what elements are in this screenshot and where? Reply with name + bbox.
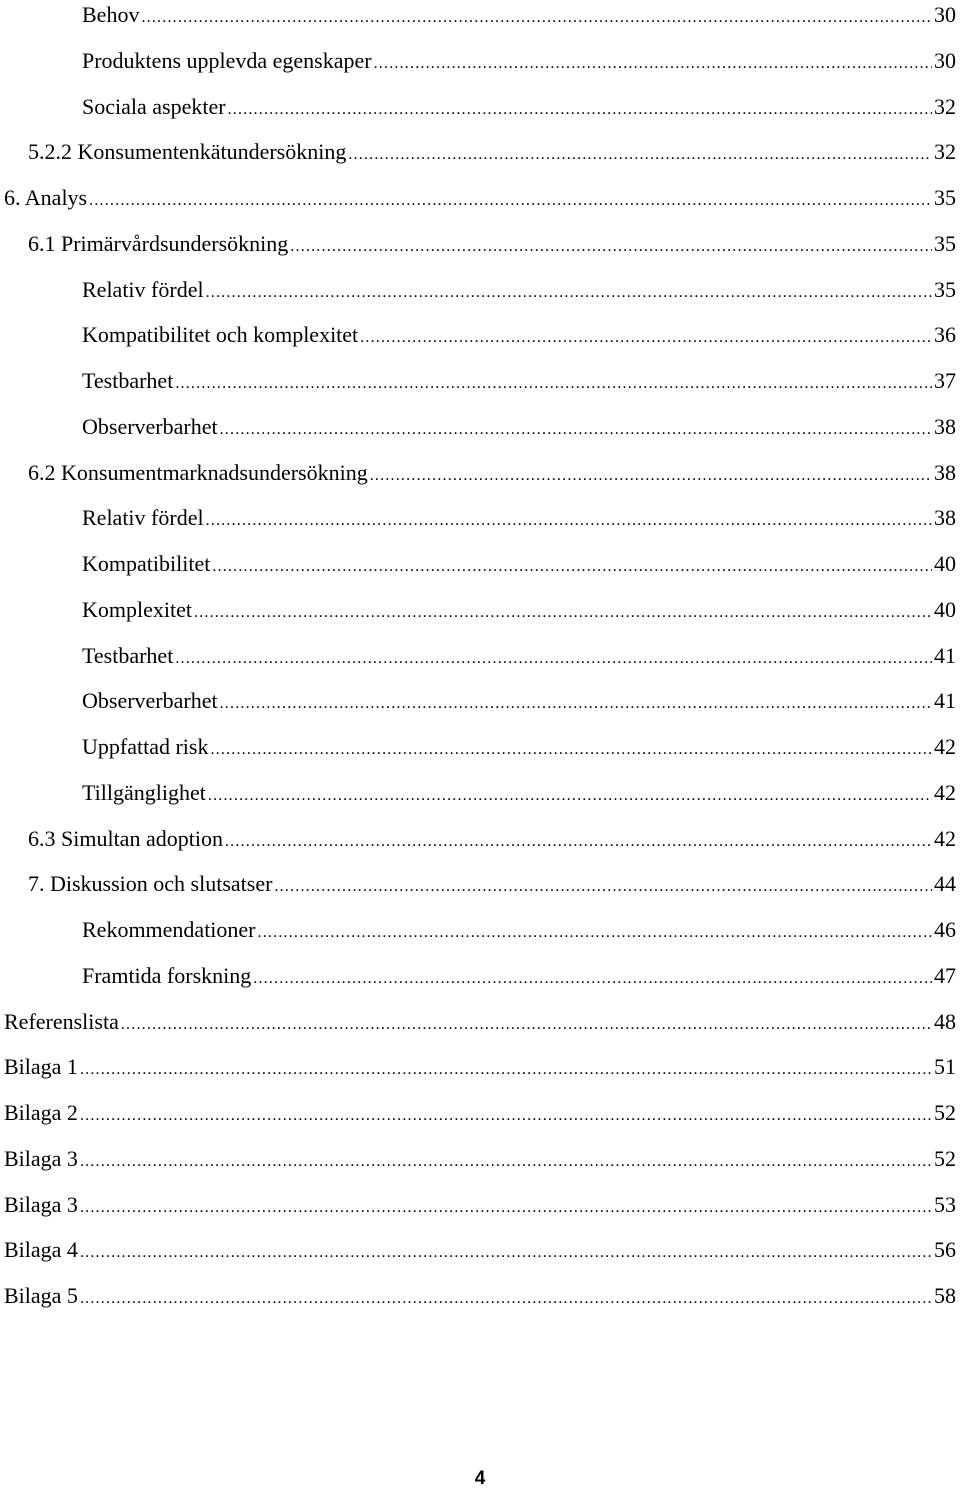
toc-dot-leader <box>274 872 932 902</box>
toc-entry-page: 30 <box>934 2 956 27</box>
toc-dot-leader <box>141 3 932 33</box>
toc-entry-page: 32 <box>934 139 956 165</box>
toc-entry-title: Observerbarhet <box>82 413 218 439</box>
toc-entry-title: 6.2 Konsumentmarknadsundersökning <box>28 459 368 485</box>
toc-entry[interactable] <box>28 229 956 259</box>
toc-entry[interactable] <box>82 549 956 579</box>
toc-dot-leader <box>80 1238 932 1268</box>
toc-dot-leader <box>80 1101 932 1131</box>
toc-entry-page: 44 <box>934 871 956 897</box>
toc-dot-leader <box>206 278 932 308</box>
toc-entry-title: Observerbarhet <box>82 688 218 714</box>
toc-entry-page: 47 <box>934 962 956 988</box>
toc-dot-leader <box>228 95 932 125</box>
toc-entry-page: 36 <box>934 322 956 348</box>
toc-entry-page: 35 <box>934 276 956 302</box>
toc-entry-page: 56 <box>934 1237 956 1263</box>
toc-dot-leader <box>370 461 932 491</box>
toc-entry-title: 6.1 Primärvårdsundersökning <box>28 230 289 256</box>
toc-entry[interactable] <box>4 1190 956 1220</box>
toc-dot-leader <box>206 506 932 536</box>
toc-entry[interactable] <box>4 183 956 213</box>
toc-entry[interactable] <box>82 686 956 716</box>
toc-entry-page: 37 <box>934 368 956 393</box>
toc-entry-title: Bilaga 1 <box>4 1054 78 1080</box>
toc-entry-page: 30 <box>934 47 956 73</box>
toc-entry-title: Bilaga 4 <box>4 1237 78 1263</box>
toc-entry-page: 58 <box>934 1283 956 1308</box>
toc-entry-page: 38 <box>934 459 956 485</box>
toc-entry-page: 41 <box>934 688 956 714</box>
toc-entry[interactable] <box>82 412 956 442</box>
toc-entry-title: Behov <box>82 2 140 27</box>
toc-entry-title: Bilaga 2 <box>4 1100 78 1125</box>
toc-dot-leader <box>210 735 932 765</box>
toc-entry-title: Relativ fördel <box>82 276 204 302</box>
toc-entry[interactable] <box>82 503 956 533</box>
toc-entry[interactable] <box>28 137 956 167</box>
toc-entry[interactable] <box>82 46 956 76</box>
toc-dot-leader <box>225 827 932 857</box>
toc-entry-page: 38 <box>934 413 956 439</box>
toc-entry-page: 32 <box>934 93 956 119</box>
toc-entry-page: 52 <box>934 1100 956 1125</box>
toc-entry-title: Uppfattad risk <box>82 734 209 759</box>
toc-entry[interactable] <box>82 732 956 762</box>
toc-dot-leader <box>374 49 932 79</box>
toc-entry-title: Relativ fördel <box>82 505 204 531</box>
toc-entry[interactable] <box>82 366 956 396</box>
toc-dot-leader <box>360 323 932 353</box>
toc-entry-page: 42 <box>934 825 956 851</box>
toc-entry[interactable] <box>28 824 956 854</box>
toc-dot-leader <box>194 598 932 628</box>
toc-entry-page: 35 <box>934 185 956 210</box>
toc-entry-title: Tillgänglighet <box>82 779 206 805</box>
toc-dot-leader <box>208 781 932 811</box>
toc-entry[interactable] <box>28 458 956 488</box>
toc-entry[interactable] <box>4 1007 956 1037</box>
toc-entry[interactable] <box>4 1144 956 1174</box>
toc-dot-leader <box>348 140 932 170</box>
toc-entry-page: 38 <box>934 505 956 531</box>
toc-entry-title: Sociala aspekter <box>82 93 226 119</box>
toc-dot-leader <box>220 689 932 719</box>
toc-entry-title: Referenslista <box>4 1008 119 1034</box>
toc-dot-leader <box>220 415 932 445</box>
toc-entry[interactable] <box>82 961 956 991</box>
toc-entry-page: 42 <box>934 734 956 759</box>
toc-entry-title: Framtida forskning <box>82 962 252 988</box>
toc-entry-title: Produktens upplevda egenskaper <box>82 47 372 73</box>
toc-entry-title: Bilaga 3 <box>4 1145 78 1171</box>
toc-entry-title: Kompatibilitet och komplexitet <box>82 322 359 348</box>
toc-entry[interactable] <box>28 869 956 899</box>
toc-entry-page: 52 <box>934 1145 956 1171</box>
toc-dot-leader <box>258 918 932 948</box>
toc-entry-title: 6. Analys <box>4 185 88 210</box>
toc-dot-leader <box>80 1055 932 1085</box>
toc-entry-page: 48 <box>934 1008 956 1034</box>
toc-entry-title: Testbarhet <box>82 368 174 393</box>
toc-entry-page: 46 <box>934 917 956 942</box>
toc-entry[interactable] <box>4 1098 956 1128</box>
toc-dot-leader <box>290 232 932 262</box>
toc-entry[interactable] <box>82 275 956 305</box>
toc-entry[interactable] <box>82 320 956 350</box>
toc-entry[interactable] <box>82 915 956 945</box>
page-number: 4 <box>474 1468 486 1489</box>
toc-entry-page: 41 <box>934 642 956 668</box>
toc-entry-title: Rekommendationer <box>82 917 256 942</box>
toc-dot-leader <box>80 1147 932 1177</box>
toc-entry-title: Testbarhet <box>82 642 174 668</box>
toc-entry[interactable] <box>82 641 956 671</box>
toc-entry-title: 5.2.2 Konsumentenkätundersökning <box>28 139 347 165</box>
toc-entry-title: Bilaga 5 <box>4 1283 78 1308</box>
toc-entry-title: Komplexitet <box>82 596 192 622</box>
toc-dot-leader <box>80 1193 932 1223</box>
toc-dot-leader <box>89 186 932 216</box>
toc-entry-page: 51 <box>934 1054 956 1080</box>
toc-dot-leader <box>80 1284 932 1314</box>
toc-dot-leader <box>175 369 932 399</box>
toc-entry[interactable] <box>82 0 956 30</box>
toc-dot-leader <box>175 644 932 674</box>
toc-dot-leader <box>253 964 932 994</box>
toc-entry-title: Bilaga 3 <box>4 1191 78 1217</box>
toc-entry-title: Kompatibilitet <box>82 551 211 576</box>
toc-entry-page: 53 <box>934 1191 956 1217</box>
toc-entry[interactable] <box>82 778 956 808</box>
toc-entry-page: 40 <box>934 596 956 622</box>
toc-entry[interactable] <box>82 595 956 625</box>
toc-dot-leader <box>121 1010 932 1040</box>
toc-entry[interactable] <box>4 1281 956 1311</box>
toc-entry-page: 42 <box>934 779 956 805</box>
toc-entry[interactable] <box>82 92 956 122</box>
toc-dot-leader <box>212 552 932 582</box>
toc-entry-title: 6.3 Simultan adoption <box>28 825 223 851</box>
toc-entry-page: 35 <box>934 230 956 256</box>
toc-entry-title: 7. Diskussion och slutsatser <box>28 871 273 897</box>
toc-entry[interactable] <box>4 1052 956 1082</box>
toc-entry[interactable] <box>4 1235 956 1265</box>
toc-entry-page: 40 <box>934 551 956 576</box>
